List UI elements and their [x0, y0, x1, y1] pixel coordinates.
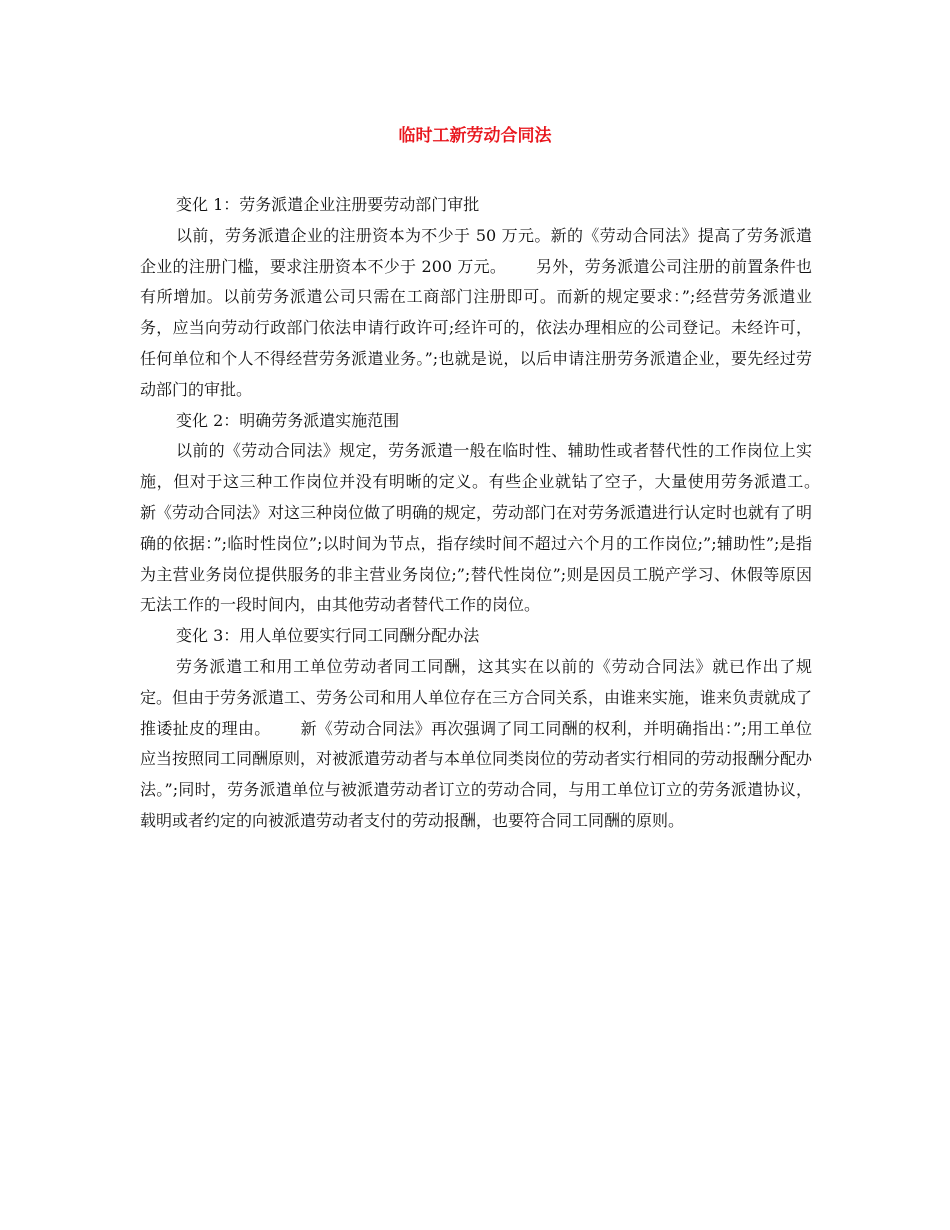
paragraph-3: 劳务派遣工和用工单位劳动者同工同酬，这其实在以前的《劳动合同法》就已作出了规定。但由于劳务派遣工、劳务公司和用人单位存在三方合同关系，由谁来实施，谁来负责就成了推诿扯皮的理由。 新《劳动合同法》再次强调了同工同酬的权利，并明确指出：”;用工单位应当按照同工同酬原则，对被派遣劳动者与本单位同类岗位的劳动者实行相同的劳动报酬分配办法。”;同时，劳务派遣单位与被派遣劳动者订立的劳动合同，与用工单位订立的劳务派遣协议，载明或者约定的向被派遣劳动者支付的劳动报酬，也要符合同工同酬的原则。	[140, 656, 813, 830]
section-heading-2: 变化 2：明确劳务派遣实施范围	[176, 410, 400, 430]
paragraph-2: 以前的《劳动合同法》规定，劳务派遣一般在临时性、辅助性或者替代性的工作岗位上实施，但对于这三种工作岗位并没有明晰的定义。有些企业就钻了空子，大量使用劳务派遣工。 新《劳动合同法》对这三种岗位做了明确的规定，劳动部门在对劳务派遣进行认定时也就有了明确的依据：”;临时性岗位”;以时间为节点，指存续时间不超过六个月的工作岗位;”;辅助性”;是指为主营业务岗位提供服务的非主营业务岗位;”;替代性岗位”;则是因员工脱产学习、休假等原因无法工作的一段时间内，由其他劳动者替代工作的岗位。	[140, 441, 850, 615]
section-heading-3: 变化 3：用人单位要实行同工同酬分配办法	[176, 626, 480, 646]
section-heading-1: 变化 1：劳务派遣企业注册要劳动部门审批	[176, 195, 480, 214]
document-title: 临时工新劳动合同法	[398, 126, 552, 146]
paragraph-1: 以前，劳务派遣企业的注册资本为不少于 50 万元。新的《劳动合同法》提高了劳务派遣企业的注册门槛，要求注册资本不少于 200 万元。 另外，劳务派遣公司注册的前置条件也有所增加。以前劳务派遣公司只需在工商部门注册即可。而新的规定要求：”;经营劳务派遣业务，应当向劳动行政部门依法申请行政许可;经许可的，依法办理相应的公司登记。未经许可，任何单位和个人不得经营劳务派遣业务。”;也就是说，以后申请注册劳务派遣企业，要先经过劳动部门的审批。	[140, 225, 812, 399]
document-body	[140, 190, 850, 837]
